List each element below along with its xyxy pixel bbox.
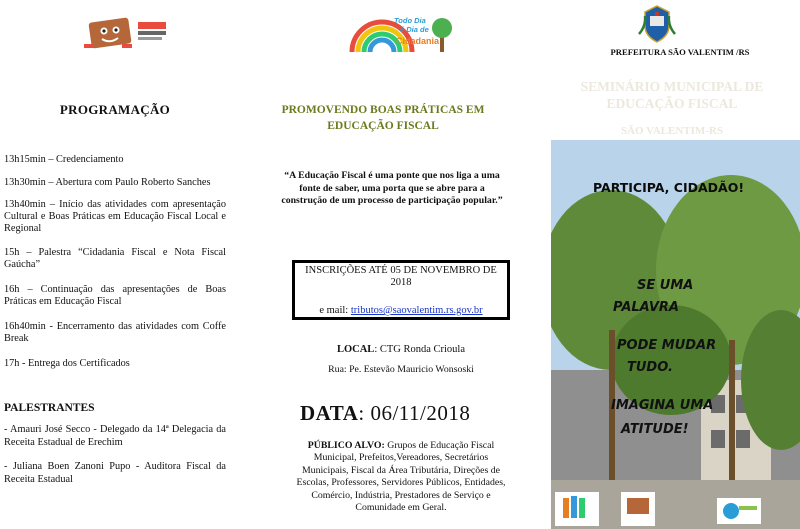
palestrante-role: - Auditora Fiscal da Receita Estadual (4, 461, 227, 485)
palestrante-name: - Amauri José Secco (4, 424, 91, 435)
schedule-item: 15h – Palestra “Cidadania Fiscal e Nota Fiscal Gaúcha” (4, 247, 226, 271)
participa-slogan: PARTICIPA, CIDADÃO! (593, 180, 745, 195)
city-subtitle: SÃO VALENTIM-RS (621, 125, 723, 137)
rua-line: Rua: Pe. Estevão Mauricio Wonsoski (328, 364, 474, 375)
seminario-title: SEMINÁRIO MUNICIPAL DE EDUCAÇÃO FISCAL (580, 79, 764, 111)
palestrante-role: - Delegado da 14ª Delegacia da Receita Estadual de Erechim (4, 424, 226, 448)
local-value: : CTG Ronda Crioula (374, 344, 466, 355)
programacao-title: PROGRAMAÇÃO (59, 102, 171, 117)
local-label: LOCAL (336, 344, 375, 355)
schedule-item: 16h – Continuação das apresentações de Boas Práticas em Educação Fiscal (4, 284, 226, 308)
palestrante-name: - Juliana Boen Zanoni Pupo (4, 461, 131, 472)
email-label: e mail: (319, 305, 351, 316)
logo-text-2: é Dia de (400, 25, 429, 34)
schedule-item: 13h30min – Abertura com Paulo Roberto Sanches (4, 177, 211, 188)
plaza-image (551, 140, 800, 529)
palestrante-item (4, 461, 226, 486)
event-date (300, 401, 470, 426)
schedule-item: 13h15min – Credenciamento (4, 154, 124, 165)
inscricoes-title: INSCRIÇÕES ATÉ 05 DE NOVEMBRO DE 2018 (305, 265, 497, 288)
logo-text-1: Todo Dia (394, 16, 426, 25)
slogan-line: PODE MUDAR (617, 338, 717, 353)
slogan-line: IMAGINA UMA (611, 398, 714, 413)
date-value: : 06/11/2018 (358, 401, 471, 425)
palestrantes-title: PALESTRANTES (4, 402, 95, 414)
inscricoes-box (292, 260, 510, 320)
slogan-line: TUDO. (627, 360, 673, 375)
promo-title: PROMOVENDO BOAS PRÁTICAS EM EDUCAÇÃO FISCAL (281, 104, 485, 132)
coat-of-arms-icon (636, 4, 678, 44)
date-label: DATA (300, 401, 359, 425)
schedule-item: 13h40min – Início das atividades com apresentação Cultural e Boas Práticas em Educação Fiscal Local e Regional (4, 199, 226, 235)
logo-text-3: Cidadania (396, 36, 440, 46)
slogan-line: ATITUDE! (621, 422, 689, 437)
cidadania-logo (348, 14, 456, 54)
publico-label: PÚBLICO ALVO: (307, 440, 385, 451)
mascot-logo (82, 14, 172, 54)
publico-alvo (290, 440, 512, 514)
schedule-item: 17h - Entrega dos Certificados (4, 358, 130, 369)
email-link[interactable]: tributos@saovalentim.rs.gov.br (350, 305, 483, 316)
slogan-line: PALAVRA (613, 300, 679, 315)
palestrante-item (4, 424, 226, 449)
local-line (292, 344, 510, 355)
slogan-line: SE UMA (637, 278, 694, 293)
publico-value: Grupos de Educação Fiscal Municipal, Prefeitos,Vereadores, Secretários Municipais, Fiscal da Área Tributária, Direções de Escolas, Professores, Servidores Públicos, Entidades, Comércio, Indústria, Prestadores de Serviço e Comunidade em Geral. (296, 440, 506, 514)
prefeitura-name: PREFEITURA SÃO VALENTIM /RS (610, 47, 750, 57)
schedule-item: 16h40min - Encerramento das atividades com Coffe Break (4, 321, 226, 345)
plaza-photo (551, 140, 800, 529)
email-line (295, 305, 507, 316)
quote-text: “A Educação Fiscal é uma ponte que nos liga a uma fonte de saber, uma porta que se abre para a construção de um processo de participação popular.” (281, 170, 503, 207)
